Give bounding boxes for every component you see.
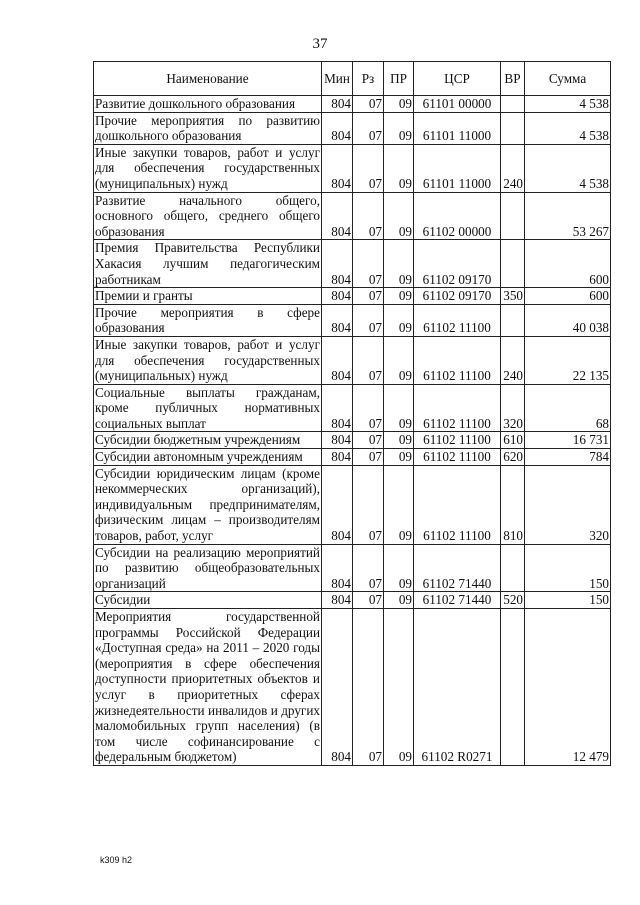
cell-rz: 07: [353, 304, 384, 336]
cell-vr: 610: [501, 432, 525, 449]
cell-vr: [501, 192, 525, 240]
table-row: [94, 304, 611, 336]
cell-name: Иные закупки товаров, работ и услуг для обеспечения государственных (муниципальных) нужд: [95, 144, 320, 191]
cell-min: 804: [322, 240, 353, 288]
cell-rz: 07: [353, 240, 384, 288]
cell-vr: [501, 544, 525, 592]
cell-sum: 53 267: [525, 192, 611, 240]
page-number: 37: [312, 36, 328, 52]
table-row: [94, 609, 611, 766]
cell-sum: 22 135: [525, 336, 611, 384]
cell-vr: 240: [501, 336, 525, 384]
footer-code: k309 h2: [100, 855, 133, 865]
cell-csr: 61102 11100: [414, 304, 501, 336]
table-row: [94, 384, 611, 432]
header-name: Наименование: [94, 62, 322, 96]
cell-vr: [501, 609, 525, 766]
cell-pr: 09: [384, 336, 414, 384]
cell-sum: 600: [525, 288, 611, 305]
header-csr: ЦСР: [414, 62, 501, 96]
cell-name: Субсидии автономным учреждениям: [94, 449, 322, 466]
table-row: [94, 240, 611, 288]
cell-min: 804: [322, 592, 353, 609]
cell-rz: 07: [353, 609, 384, 766]
cell-name: Развитие дошкольного образования: [94, 96, 322, 113]
cell-csr: 61102 11100: [414, 336, 501, 384]
cell-sum: 600: [525, 240, 611, 288]
table-row: [94, 592, 611, 609]
cell-name: Премии и гранты: [94, 288, 322, 305]
cell-pr: 09: [384, 112, 414, 144]
cell-vr: 350: [501, 288, 525, 305]
cell-min: 804: [322, 112, 353, 144]
cell-csr: 61102 R0271: [414, 609, 501, 766]
cell-csr: 61102 71440: [414, 592, 501, 609]
budget-table: [93, 61, 611, 766]
cell-name: Субсидии: [94, 592, 322, 609]
cell-min: 804: [322, 449, 353, 466]
table-row: [94, 449, 611, 466]
header-vr: ВР: [501, 62, 525, 96]
cell-name: Развитие начального общего, основного общего, среднего общего образования: [95, 192, 320, 239]
cell-min: 804: [322, 384, 353, 432]
cell-min: 804: [322, 192, 353, 240]
header-rz: Рз: [353, 62, 384, 96]
cell-rz: 07: [353, 432, 384, 449]
cell-pr: 09: [384, 96, 414, 113]
cell-name: Субсидии на реализацию мероприятий по развитию общеобразовательных организаций: [95, 544, 320, 591]
cell-min: 804: [322, 96, 353, 113]
cell-pr: 09: [384, 449, 414, 466]
table-row: [94, 96, 611, 113]
cell-csr: 61101 11000: [414, 144, 501, 192]
cell-rz: 07: [353, 144, 384, 192]
cell-sum: 150: [525, 544, 611, 592]
cell-csr: 61102 11100: [414, 449, 501, 466]
cell-sum: 784: [525, 449, 611, 466]
cell-sum: 12 479: [525, 609, 611, 766]
cell-pr: 09: [384, 304, 414, 336]
cell-min: 804: [322, 336, 353, 384]
table-row: [94, 288, 611, 305]
cell-csr: 61101 11000: [414, 112, 501, 144]
cell-pr: 09: [384, 432, 414, 449]
cell-rz: 07: [353, 336, 384, 384]
cell-vr: [501, 96, 525, 113]
cell-sum: 16 731: [525, 432, 611, 449]
cell-name: Субсидии бюджетным учреждениям: [94, 432, 322, 449]
cell-sum: 68: [525, 384, 611, 432]
cell-rz: 07: [353, 544, 384, 592]
header-pr: ПР: [384, 62, 414, 96]
cell-name: Иные закупки товаров, работ и услуг для обеспечения государственных (муниципальных) нужд: [95, 336, 320, 384]
cell-vr: [501, 240, 525, 288]
cell-min: 804: [322, 609, 353, 766]
cell-rz: 07: [353, 192, 384, 240]
cell-sum: 4 538: [525, 144, 611, 192]
cell-csr: 61101 00000: [414, 96, 501, 113]
cell-vr: [501, 112, 525, 144]
cell-pr: 09: [384, 592, 414, 609]
cell-sum: 4 538: [525, 112, 611, 144]
cell-name: Социальные выплаты гражданам, кроме публичных нормативных социальных выплат: [95, 384, 320, 431]
cell-name: Прочие мероприятия в сфере образования: [95, 304, 320, 336]
cell-sum: 40 038: [525, 304, 611, 336]
cell-min: 804: [322, 144, 353, 192]
cell-pr: 09: [384, 609, 414, 766]
cell-min: 804: [322, 465, 353, 544]
cell-name: Прочие мероприятия по развитию дошкольного образования: [95, 112, 320, 144]
cell-csr: 61102 09170: [414, 240, 501, 288]
cell-rz: 07: [353, 592, 384, 609]
cell-csr: 61102 11100: [414, 384, 501, 432]
cell-csr: 61102 09170: [414, 288, 501, 305]
cell-name: Мероприятия государственной программы Российской Федерации «Доступная среда» на 2011 – 2020 годы (мероприятия в сфере обеспечения доступности приоритетных объектов и услуг в приоритетных сферах жизнедеятельности инвалидов и других маломобильных групп населения) (в том числе софинансирование с федеральным бюджетом): [95, 609, 320, 765]
cell-min: 804: [322, 432, 353, 449]
cell-csr: 61102 71440: [414, 544, 501, 592]
header-min: Мин: [322, 62, 353, 96]
cell-pr: 09: [384, 192, 414, 240]
cell-pr: 09: [384, 288, 414, 305]
cell-csr: 61102 00000: [414, 192, 501, 240]
cell-rz: 07: [353, 288, 384, 305]
cell-name: Субсидии юридическим лицам (кроме некоммерческих организаций), индивидуальным предпринимателям, физическим лицам – производителям товаров, работ, услуг: [95, 465, 320, 544]
table-row: [94, 465, 611, 544]
cell-vr: 240: [501, 144, 525, 192]
cell-rz: 07: [353, 112, 384, 144]
cell-rz: 07: [353, 449, 384, 466]
cell-pr: 09: [384, 465, 414, 544]
cell-vr: [501, 304, 525, 336]
table-row: [94, 544, 611, 592]
cell-min: 804: [322, 288, 353, 305]
cell-pr: 09: [384, 144, 414, 192]
cell-vr: 320: [501, 384, 525, 432]
cell-sum: 4 538: [525, 96, 611, 113]
cell-vr: 620: [501, 449, 525, 466]
cell-csr: 61102 11100: [414, 432, 501, 449]
table-row: [94, 112, 611, 144]
header-row: [94, 62, 611, 96]
cell-sum: 150: [525, 592, 611, 609]
cell-rz: 07: [353, 465, 384, 544]
cell-vr: 810: [501, 465, 525, 544]
cell-rz: 07: [353, 96, 384, 113]
table-row: [94, 432, 611, 449]
cell-pr: 09: [384, 544, 414, 592]
cell-pr: 09: [384, 240, 414, 288]
table-row: [94, 336, 611, 384]
cell-csr: 61102 11100: [414, 465, 501, 544]
table-row: [94, 192, 611, 240]
table-row: [94, 144, 611, 192]
header-sum: Сумма: [525, 62, 611, 96]
table-body: [94, 96, 611, 766]
cell-sum: 320: [525, 465, 611, 544]
cell-vr: 520: [501, 592, 525, 609]
cell-pr: 09: [384, 384, 414, 432]
cell-min: 804: [322, 544, 353, 592]
cell-name: Премия Правительства Республики Хакасия лучшим педагогическим работникам: [95, 240, 320, 287]
cell-min: 804: [322, 304, 353, 336]
cell-rz: 07: [353, 384, 384, 432]
